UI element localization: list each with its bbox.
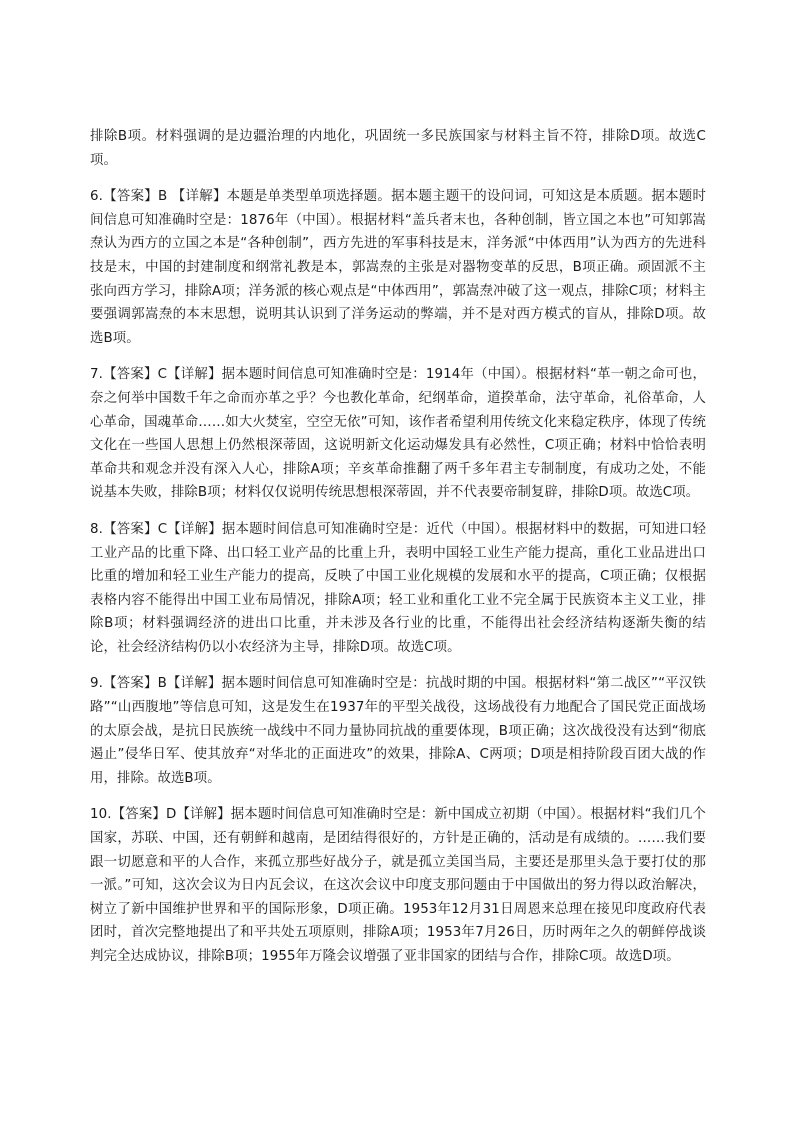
question-number: 10. [90,807,112,823]
question-number: 6. [90,189,103,205]
paragraph-text: 【答案】B【详解】据本题时间信息可知准确时空是：抗战时期的中国。根据材料“第二战区”“平汉铁路”“山西腹地”等信息可知，这是发生在1937年的平型关战役，这场战役有力地配合了国民党正面战场的太原会战，是抗日民族统一战线中不同力量协同抗战的重要体现，B项正确；这次战役没有达到“彻底遏止”侵华日军、使其放弃“对华北的正面进攻”的效果，排除A、C两项；D项是相持阶段百团大战的作用，排除。故选B项。 [90,676,706,786]
answer-paragraph-6 [90,185,706,350]
question-number: 9. [90,676,103,692]
paragraph-text: 【答案】C【详解】据本题时间信息可知准确时空是：近代（中国）。根据材料中的数据，可知进口轻工业产品的比重下降、出口轻工业产品的比重上升，表明中国轻工业生产能力提高，重化工业品进出口比重的增加和轻工业生产能力的提高，反映了中国工业化规模的发展和水平的提高，C项正确；仅根据表格内容不能得出中国工业布局情况，排除A项；轻工业和重化工业不完全属于民族资本主义工业，排除B项；材料强调经济的进出口比重，并未涉及各行业的比重，不能得出社会经济结构逐渐失衡的结论，社会经济结构仍以小农经济为主导，排除D项。故选C项。 [90,521,706,655]
question-number: 8. [90,521,103,537]
paragraph-text: 【答案】B 【详解】本题是单类型单项选择题。据本题主题干的设问词，可知这是本质题。据本题时间信息可知准确时空是：1876年（中国）。根据材料“盖兵者末也，各种创制，皆立国之本也”可知郭嵩焘认为西方的立国之本是“各种创制”，西方先进的军事科技是末，洋务派“中体西用”认为西方的先进科技是末，中国的封建制度和纲常礼教是本，郭嵩焘的主张是对器物变革的反思，B项正确。顽固派不主张向西方学习，排除A项；洋务派的核心观点是“中体西用”，郭嵩焘冲破了这一观点，排除C项；材料主要强调郭嵩焘的本末思想，说明其认识到了洋务运动的弊端，并不是对西方模式的盲从，排除D项。故选B项。 [90,189,706,346]
paragraph-text: 排除B项。材料强调的是边疆治理的内地化，巩固统一多民族国家与材料主旨不符，排除D项。故选C项。 [90,129,706,168]
document-page [90,125,706,982]
answer-paragraph-7 [90,363,706,505]
answer-paragraph-9 [90,672,706,790]
paragraph-continuation [90,125,706,172]
question-number: 7. [90,367,103,383]
paragraph-text: 【答案】D【详解】据本题时间信息可知准确时空是：新中国成立初期（中国）。根据材料“我们几个国家，苏联、中国，还有朝鲜和越南，是团结得很好的，方针是正确的，活动是有成绩的。……我们要跟一切愿意和平的人合作，来孤立那些好战分子，就是孤立美国当局，主要还是那里头急于要打仗的那一派。”可知，这次会议为日内瓦会议，在这次会议中印度支那问题由于中国做出的努力得以政治解决，树立了新中国维护世界和平的国际形象，D项正确。1953年12月31日周恩来总理在接见印度政府代表团时，首次完整地提出了和平共处五项原则，排除A项；1953年7月26日，历时两年之久的朝鲜停战谈判完全达成协议，排除B项；1955年万隆会议增强了亚非国家的团结与合作，排除C项。故选D项。 [90,807,706,964]
answer-paragraph-8 [90,518,706,660]
paragraph-text: 【答案】C【详解】据本题时间信息可知准确时空是：1914年（中国）。根据材料“革一朝之命可也，奈之何举中国数千年之命而亦革之乎？今也教化革命，纪纲革命，道揆革命，法守革命，礼俗革命，人心革命，国魂革命……如大火焚室，空空无依”可知，该作者希望利用传统文化来稳定秩序，体现了传统文化在一些国人思想上仍然根深蒂固，这说明新文化运动爆发具有必然性，C项正确；材料中恰恰表明革命共和观念并没有深入人心，排除A项；辛亥革命推翻了两千多年君主专制制度，有成功之处，不能说基本失败，排除B项；材料仅仅说明传统思想根深蒂固，并不代表要帝制复辟，排除D项。故选C项。 [90,367,706,501]
answer-paragraph-10 [90,803,706,968]
